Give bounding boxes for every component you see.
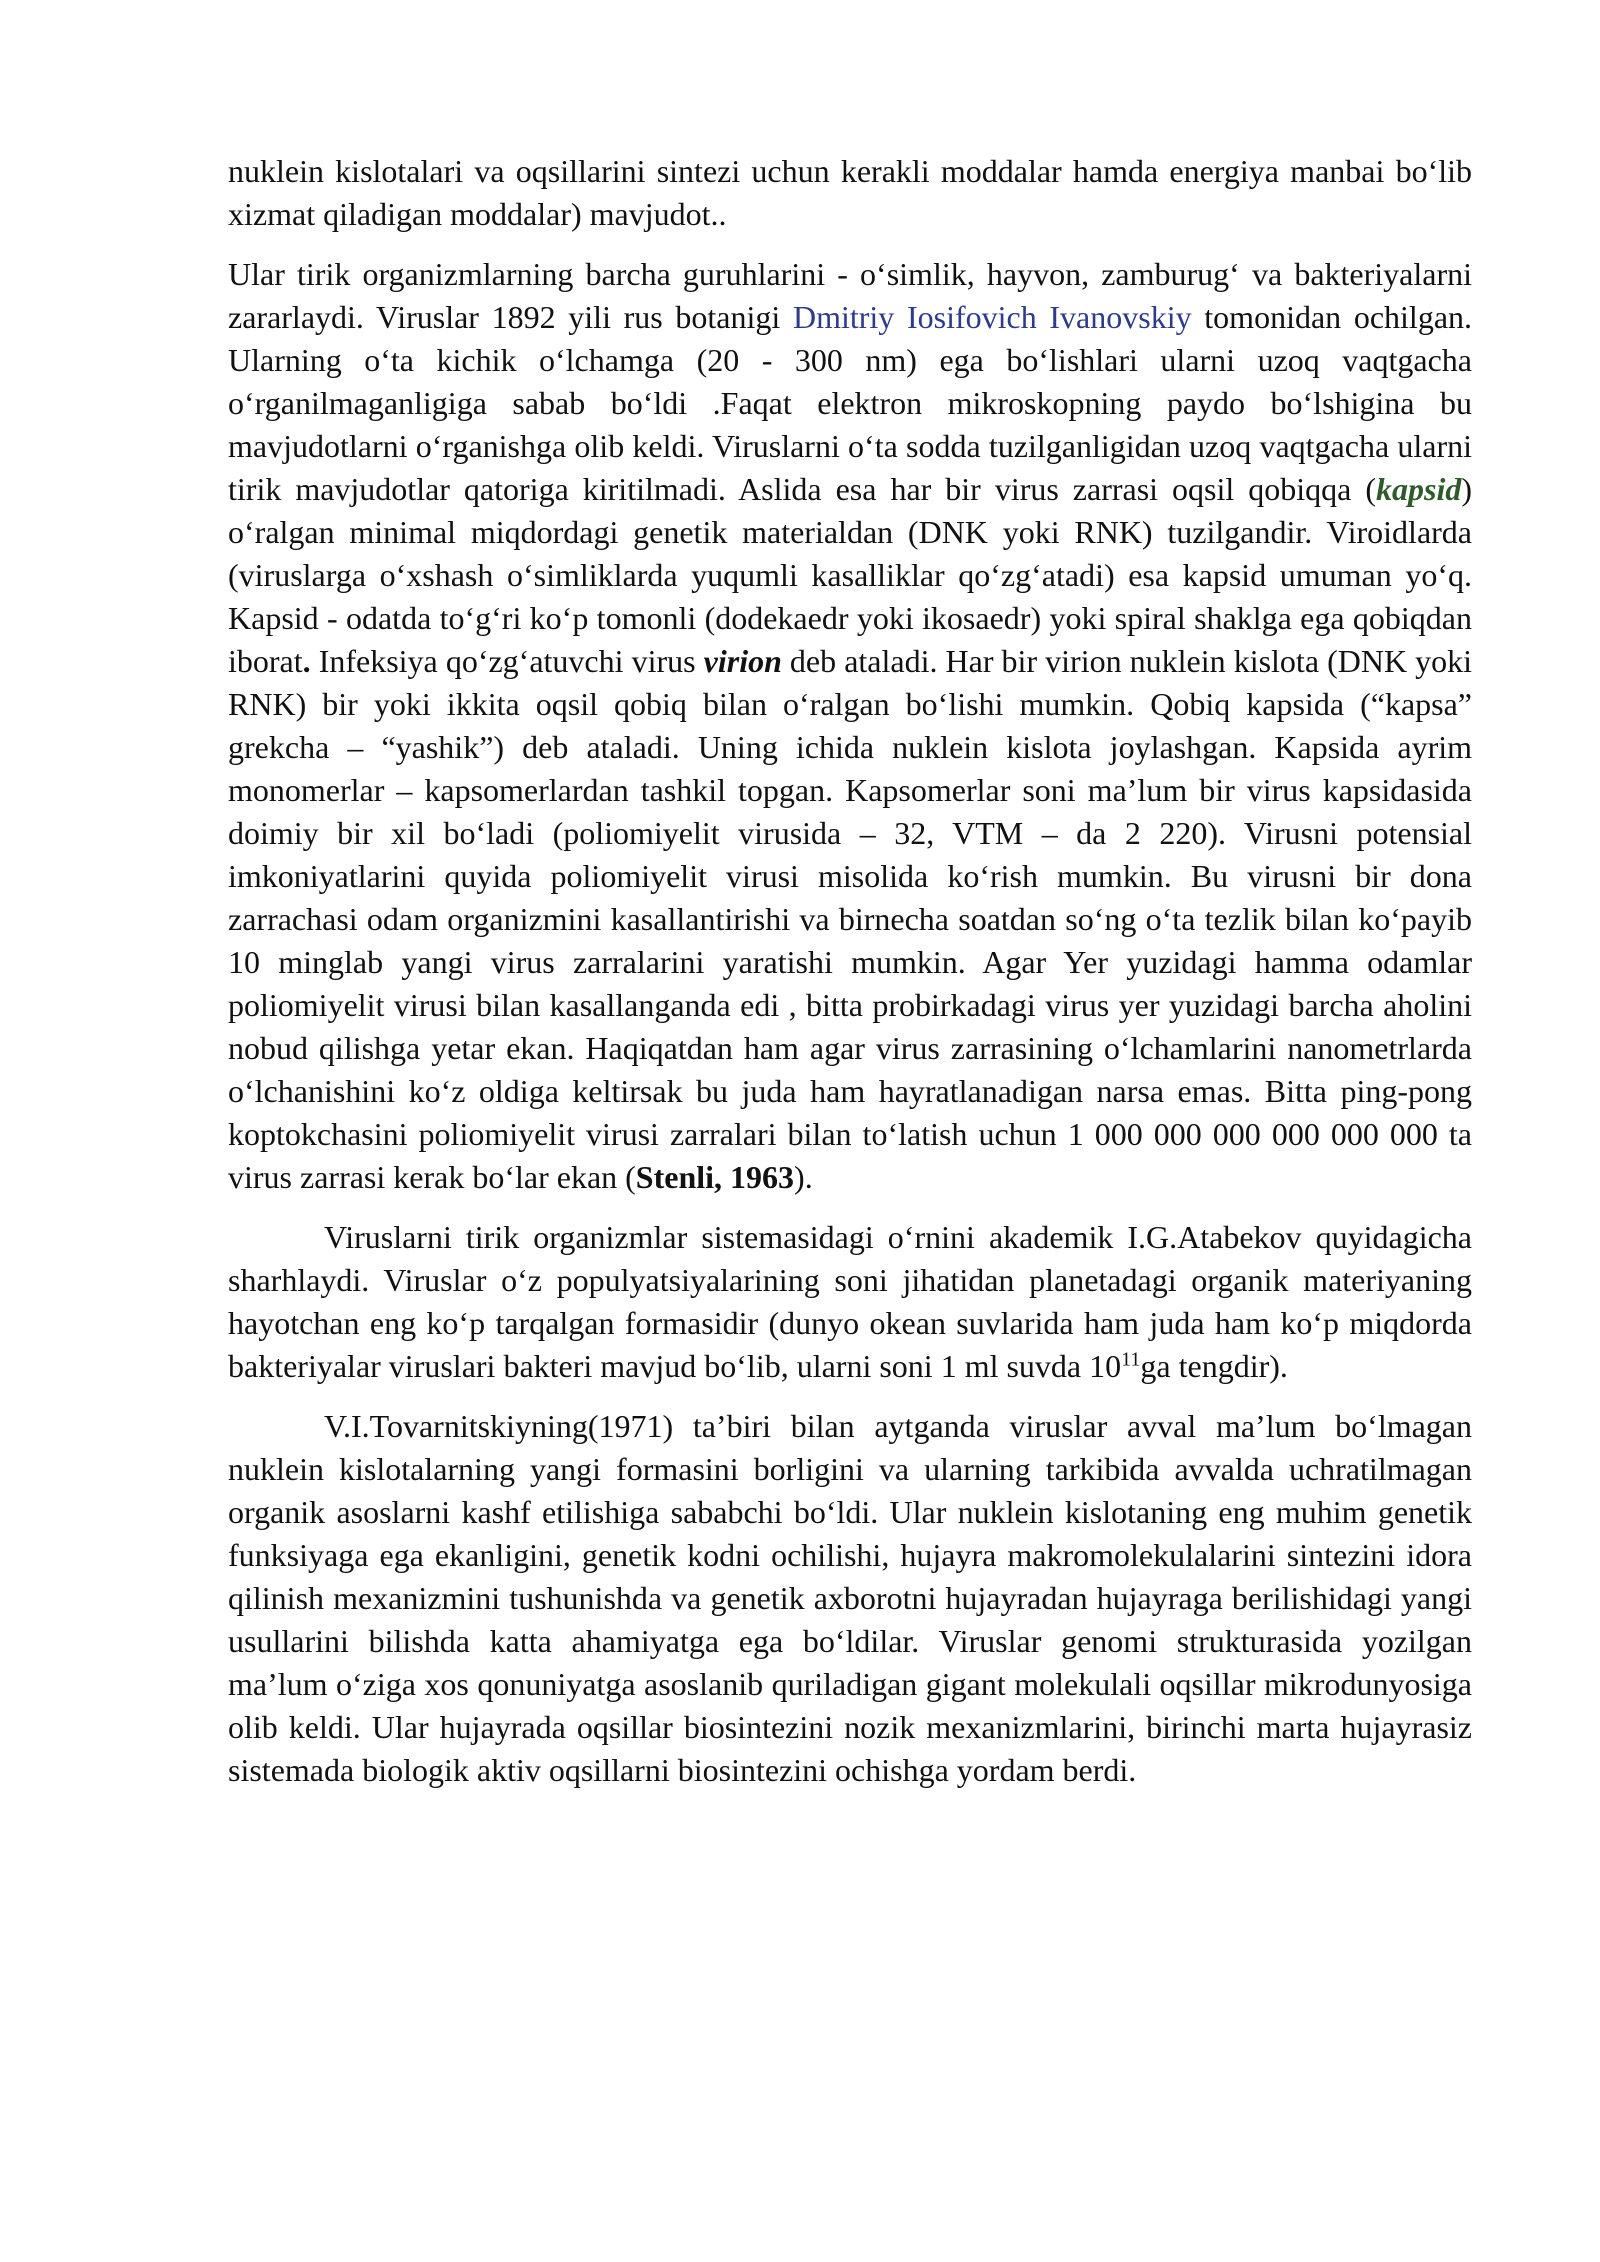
paragraph-3-text-a: Viruslarni tirik organizmlar sistemasidagi o‘rnini akademik I.G.Atabekov quyidagicha sharhlaydi. Viruslar o‘z populyatsiyalarining soni jihatidan planetadagi organik materiyaning hayotchan eng ko‘p tarqalgan formasidir (dunyo okean suvlarida ham juda ham ko‘p miqdorda bakteriyalar viruslari bakteri mavjud bo‘lib, ularni soni 1 ml suvda 10 [228, 1219, 1472, 1384]
paragraph-2-text-d: Infeksiya qo‘zg‘atuvchi virus [310, 643, 704, 679]
paragraph-1 [228, 150, 1472, 236]
paragraph-3-text-b: ga tengdir). [1140, 1348, 1288, 1384]
citation-stenli: Stenli, 1963 [635, 1159, 795, 1195]
paragraph-1-text: nuklein kislotalari va oqsillarini sintezi uchun kerakli moddalar hamda energiya manbai bo‘lib xizmat qiladigan moddalar) mavjudot.. [228, 153, 1472, 232]
exponent-superscript: 11 [1121, 1348, 1141, 1371]
virion-term: virion [703, 643, 782, 679]
document-body [228, 150, 1472, 1792]
bold-period: . [302, 643, 311, 679]
ivanovskiy-link[interactable]: Dmitriy Iosifovich Ivanovskiy [792, 299, 1192, 335]
paragraph-2-text-f: ). [794, 1159, 813, 1195]
paragraph-4-text: V.I.Tovarnitskiyning(1971) ta’biri bilan aytganda viruslar avval ma’lum bo‘lmagan nuklein kislotalarning yangi formasini borligini va ularning tarkibida avvalda uchratilmagan organik asoslarni kashf etilishiga sababchi bo‘ldi. Ular nuklein kislotaning eng muhim genetik funksiyaga ega ekanligini, genetik kodni ochilishi, hujayra makromolekulalarini sintezini idora qilinish mexanizmini tushunishda va genetik axborotni hujayradan hujayraga berilishidagi yangi usullarini bilishda katta ahamiyatga ega bo‘ldilar. Viruslar genomi strukturasida yozilgan ma’lum o‘ziga xos qonuniyatga asoslanib quriladigan gigant molekulali oqsillar mikrodunyosiga olib keldi. Ular hujayrada oqsillar biosintezini nozik mexanizmlarini, birinchi marta hujayrasiz sistemada biologik aktiv oqsillarni biosintezini ochishga yordam berdi. [228, 1408, 1472, 1788]
kapsid-term: kapsid [1376, 471, 1462, 507]
paragraph-3 [228, 1216, 1472, 1388]
paragraph-2-text-c: ) o‘ralgan minimal miqdordagi genetik materialdan (DNK yoki RNK) tuzilgandir. Viroidlarda (viruslarga o‘xshash o‘simliklarda yuqumli kasalliklar qo‘zg‘atadi) esa kapsid umuman yo‘q. Kapsid - odatda to‘g‘ri ko‘p tomonli (dodekaedr yoki ikosaedr) yoki spiral shaklga ega qobiqdan iborat [228, 471, 1472, 679]
paragraph-2 [228, 253, 1472, 1199]
paragraph-4 [228, 1405, 1472, 1792]
paragraph-2-text-b: tomonidan ochilgan. Ularning o‘ta kichik o‘lchamga (20 - 300 nm) ega bo‘lishlari ularni uzoq vaqtgacha o‘rganilmaganligiga sabab bo‘ldi .Faqat elektron mikroskopning paydo bo‘lshigina bu mavjudotlarni o‘rganishga olib keldi. Viruslarni o‘ta sodda tuzilganligidan uzoq vaqtgacha ularni tirik mavjudotlar qatoriga kiritilmadi. Aslida esa har bir virus zarrasi oqsil qobiqqa ( [228, 299, 1473, 507]
paragraph-2-text-a: Ular tirik organizmlarning barcha guruhlarini - o‘simlik, hayvon, zamburug‘ va bakteriyalarni zararlaydi. Viruslar 1892 yili rus botanigi [228, 256, 1472, 335]
paragraph-2-text-e: deb ataladi. Har bir virion nuklein kislota (DNK yoki RNK) bir yoki ikkita oqsil qobiq bilan o‘ralgan bo‘lishi mumkin. Qobiq kapsida (“kapsa” grekcha – “yashik”) deb ataladi. Uning ichida nuklein kislota joylashgan. Kapsida ayrim monomerlar – kapsomerlardan tashkil topgan. Kapsomerlar soni ma’lum bir virus kapsidasida doimiy bir xil bo‘ladi (poliomiyelit virusida – 32, VTM – da 2 220). Virusni potensial imkoniyatlarini quyida poliomiyelit virusi misolida ko‘rish mumkin. Bu virusni bir dona zarrachasi odam organizmini kasallantirishi va birnecha soatdan so‘ng o‘ta tezlik bilan ko‘payib 10 minglab yangi virus zarralarini yaratishi mumkin. Agar Yer yuzidagi hamma odamlar poliomiyelit virusi bilan kasallanganda edi , bitta probirkadagi virus yer yuzidagi barcha aholini nobud qilishga yetar ekan. Haqiqatdan ham agar virus zarrasining o‘lchamlarini nanometrlarda o‘lchanishini ko‘z oldiga keltirsak bu juda ham hayratlanadigan narsa emas. Bitta ping-pong koptokchasini poliomiyelit virusi zarralari bilan to‘latish uchun 1 000 000 000 000 000 000 ta virus zarrasi kerak bo‘lar ekan ( [228, 643, 1473, 1195]
